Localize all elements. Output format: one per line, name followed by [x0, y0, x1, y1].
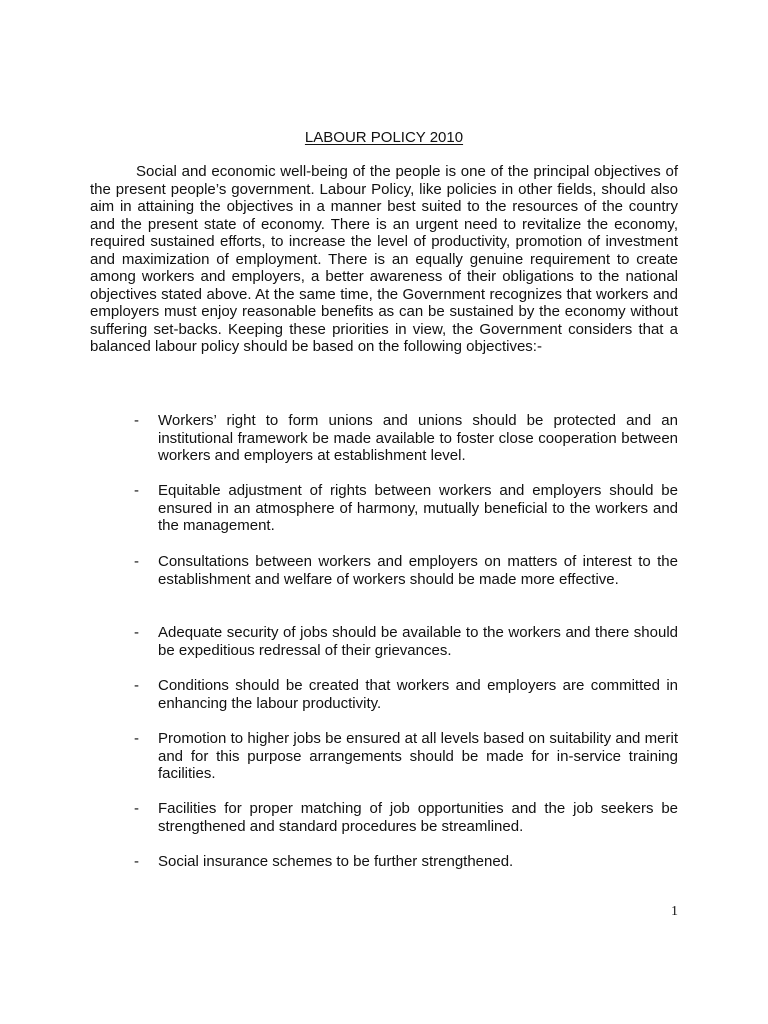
objective-text: Social insurance schemes to be further strengthened. — [158, 853, 514, 870]
intro-paragraph: Social and economic well-being of the people is one of the principal objectives of the present people’s government. Labour Policy, like policies in other fields, should also aim in attaining the objectives in a manner best suited to the resources of the country and the present state of economy. There is an urgent need to revitalize the economy, required sustained efforts, to increase the level of productivity, promotion of investment and maximization of employment. There is an equally genuine requirement to create among workers and employers, a better awareness of their obligations to the national objectives stated above. At the same time, the Government recognizes that workers and employers must enjoy reasonable benefits as can be sustained by the economy without suffering set-backs. Keeping these priorities in view, the Government considers that a balanced labour policy should be based on the following objectives:- — [90, 163, 678, 355]
objective-text: Equitable adjustment of rights between workers and employers should be ensured in an atmosphere of harmony, mutually beneficial to the workers and the management. — [158, 482, 678, 534]
bullet-dash: - — [134, 412, 139, 429]
bullet-dash: - — [134, 677, 139, 694]
bullet-dash: - — [134, 853, 139, 870]
objective-text: Consultations between workers and employers on matters of interest to the establishment and welfare of workers should be made more effective. — [158, 553, 678, 588]
bullet-dash: - — [134, 730, 139, 747]
document-title: LABOUR POLICY 2010 — [304, 129, 464, 146]
bullet-dash: - — [134, 482, 139, 499]
bullet-dash: - — [134, 624, 139, 641]
page-number: 1 — [671, 904, 678, 919]
objective-text: Facilities for proper matching of job opportunities and the job seekers be strengthened and standard procedures be streamlined. — [158, 800, 678, 835]
objective-text: Adequate security of jobs should be available to the workers and there should be expeditious redressal of their grievances. — [158, 624, 678, 659]
objective-text: Workers’ right to form unions and unions should be protected and an institutional framework be made available to foster close cooperation between workers and employers at establishment level. — [158, 412, 678, 464]
objective-text: Conditions should be created that workers and employers are committed in enhancing the labour productivity. — [158, 677, 678, 712]
bullet-dash: - — [134, 553, 139, 570]
bullet-dash: - — [134, 800, 139, 817]
objective-text: Promotion to higher jobs be ensured at all levels based on suitability and merit and for this purpose arrangements should be made for in-service training facilities. — [158, 730, 678, 782]
